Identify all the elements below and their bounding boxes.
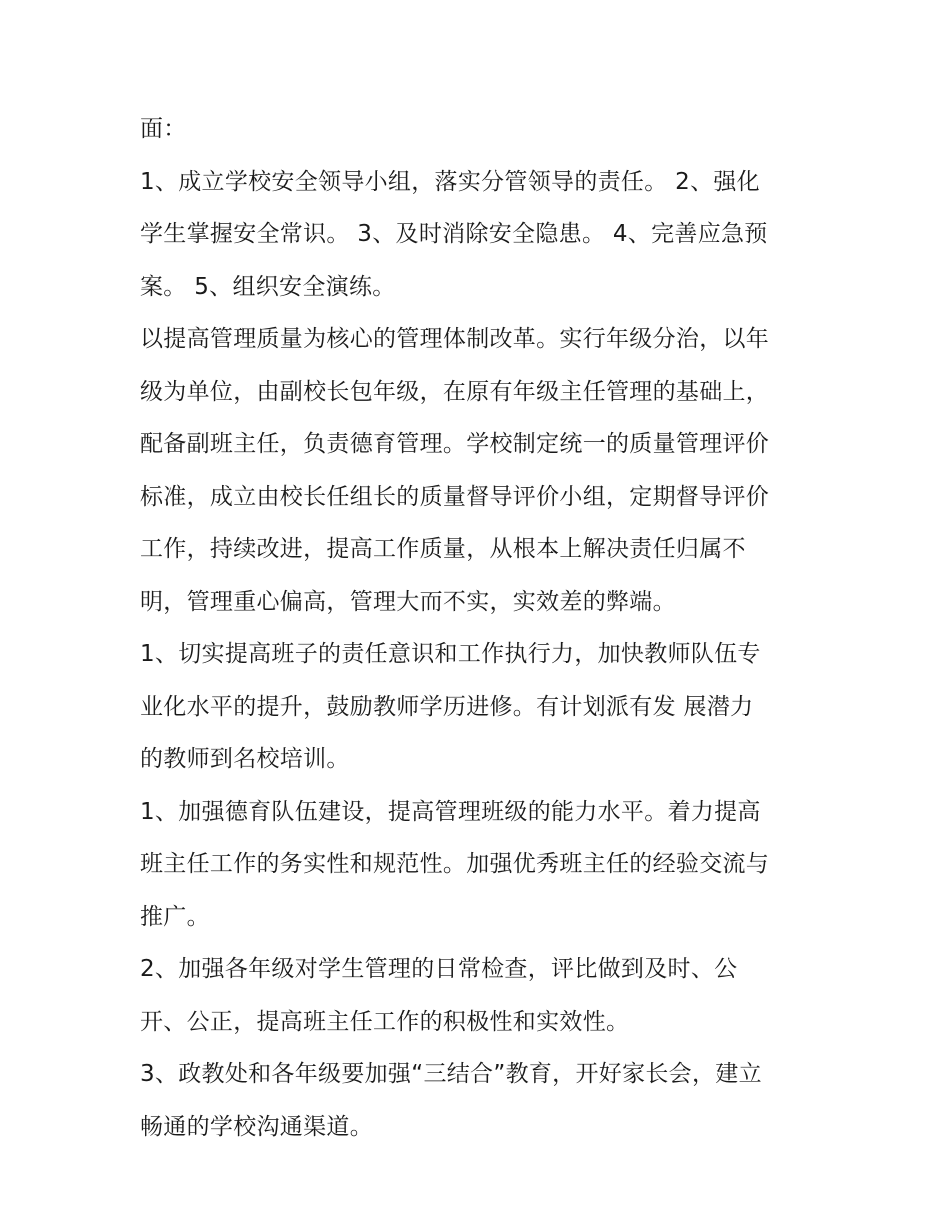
document-body xyxy=(140,103,820,1153)
text-line: 级为单位，由副校长包年级，在原有年级主任管理的基础上， xyxy=(140,378,770,405)
text-line: 学生掌握安全常识。 3、及时消除安全隐患。 4、完善应急预 xyxy=(140,221,768,247)
text-line: 标准，成立由校长任组长的质量督导评价小组，定期督导评价 xyxy=(140,483,770,510)
text-line: 2、加强各年级对学生管理的日常检查，评比做到及时、公 xyxy=(140,956,738,982)
text-line: 1、加强德育队伍建设，提高管理班级的能力水平。着力提高 xyxy=(140,798,761,825)
text-line: 1、切实提高班子的责任意识和工作执行力，加快教师队伍专 xyxy=(140,641,761,667)
text-line: 业化水平的提升，鼓励教师学历进修。有计划派有发 展潜力 xyxy=(140,693,754,720)
text-line: 1、成立学校安全领导小组，落实分管领导的责任。 2、强化 xyxy=(140,168,760,195)
text-line: 开、公正，提高班主任工作的积极性和实效性。 xyxy=(140,1008,630,1035)
text-line: 配备副班主任，负责德育管理。学校制定统一的质量管理评价 xyxy=(140,431,770,457)
text-line: 班主任工作的务实性和规范性。加强优秀班主任的经验交流与 xyxy=(140,851,770,877)
text-line: 案。 5、组织安全演练。 xyxy=(140,273,396,300)
text-line: 明，管理重心偏高，管理大而不实，实效差的弊端。 xyxy=(140,588,676,615)
text-line: 推广。 xyxy=(140,903,210,930)
text-line: 以提高管理质量为核心的管理体制改革。实行年级分治，以年 xyxy=(140,326,770,352)
text-line: 的教师到名校培训。 xyxy=(140,746,350,772)
text-line: 面： xyxy=(140,116,187,142)
text-line: 畅通的学校沟通渠道。 xyxy=(140,1113,373,1140)
text-line: 3、政教处和各年级要加强“三结合”教育，开好家长会，建立 xyxy=(140,1061,762,1087)
text-line: 工作，持续改进，提高工作质量，从根本上解决责任归属不 xyxy=(140,536,746,562)
